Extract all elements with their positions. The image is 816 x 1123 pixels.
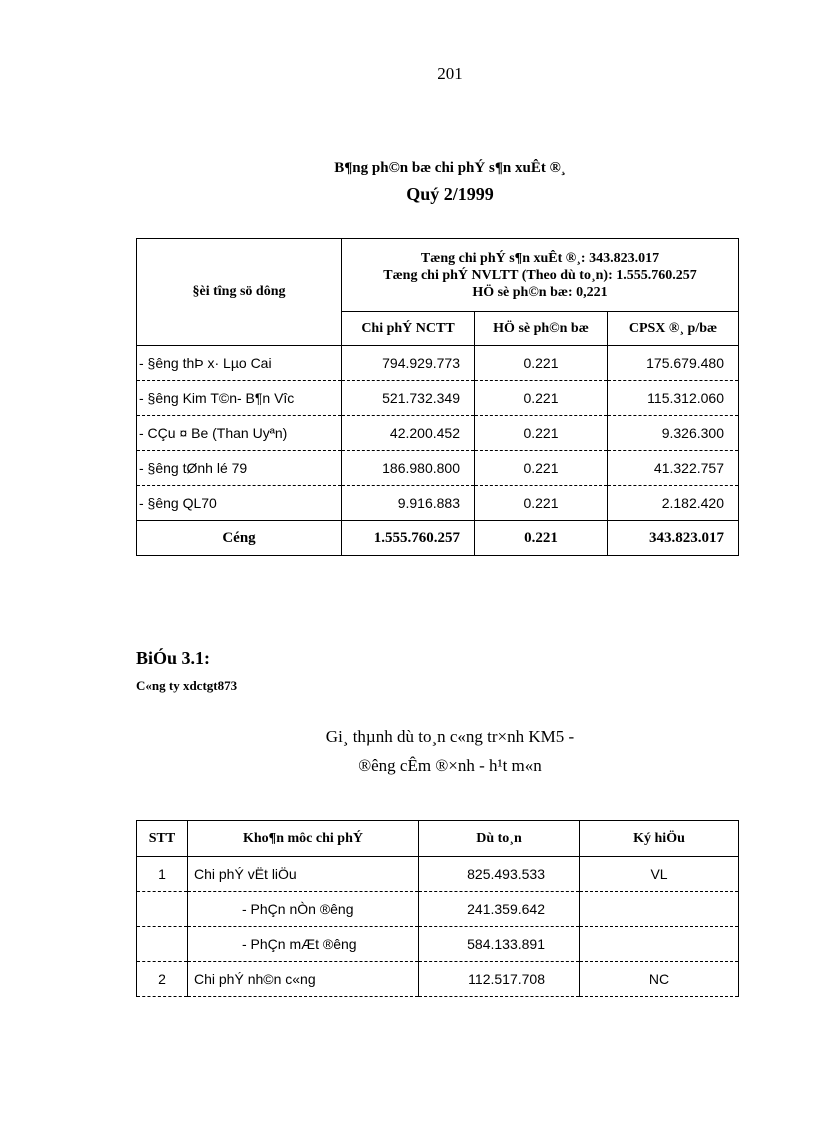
row-cpsx: 175.679.480 [608, 346, 739, 381]
row-code [580, 892, 739, 927]
row-code: NC [580, 962, 739, 997]
row-coef: 0.221 [475, 346, 608, 381]
row-code [580, 927, 739, 962]
cost-allocation-table [136, 238, 739, 556]
row-stt [137, 927, 188, 962]
header-summary [342, 239, 739, 312]
table-row [137, 416, 739, 451]
total-label: Céng [137, 521, 342, 556]
table-row [137, 486, 739, 521]
row-cpsx: 41.322.757 [608, 451, 739, 486]
company-name: C«ng ty xdctgt873 [136, 678, 238, 693]
row-code: VL [580, 857, 739, 892]
table-row [137, 892, 739, 927]
total-cpsx: 343.823.017 [608, 521, 739, 556]
row-name: - §êng tØnh lé 79 [137, 451, 342, 486]
row-coef: 0.221 [475, 486, 608, 521]
header-cpsx: CPSX ®¸ p/bæ [608, 312, 739, 346]
exhibit-heading: BiÓu 3.1: [136, 648, 211, 668]
header-user-object: §èi tîng sö dông [137, 239, 342, 346]
header-stt: STT [137, 821, 188, 857]
row-stt: 2 [137, 962, 188, 997]
row-cpsx: 115.312.060 [608, 381, 739, 416]
page-number: 201 [437, 64, 463, 83]
row-item: Chi phÝ nh©n c«ng [188, 962, 419, 997]
row-item: - PhÇn mÆt ®êng [188, 927, 419, 962]
header-coef: HÖ sè ph©n bæ [475, 312, 608, 346]
row-coef: 0.221 [475, 451, 608, 486]
row-nctt: 794.929.773 [342, 346, 475, 381]
header-code: Ký hiÖu [580, 821, 739, 857]
row-nctt: 521.732.349 [342, 381, 475, 416]
header-item: Kho¶n môc chi phÝ [188, 821, 419, 857]
row-value: 241.359.642 [419, 892, 580, 927]
table-row [137, 857, 739, 892]
row-nctt: 42.200.452 [342, 416, 475, 451]
row-value: 584.133.891 [419, 927, 580, 962]
row-item: - PhÇn nÒn ®êng [188, 892, 419, 927]
row-cpsx: 9.326.300 [608, 416, 739, 451]
header-allocation-coef: HÖ sè ph©n bæ: 0,221 [472, 284, 608, 300]
row-stt: 1 [137, 857, 188, 892]
header-total-cost: Tæng chi phÝ s¶n xuÊt ®¸: 343.823.017 [420, 250, 660, 266]
row-nctt: 9.916.883 [342, 486, 475, 521]
table-row [137, 381, 739, 416]
row-coef: 0.221 [475, 416, 608, 451]
header-estimate: Dù to¸n [419, 821, 580, 857]
row-name: - §êng thÞ x· Lµo Cai [137, 346, 342, 381]
total-coef: 0.221 [475, 521, 608, 556]
table-row [137, 927, 739, 962]
row-value: 825.493.533 [419, 857, 580, 892]
row-name: - CÇu ¤ Be (Than Uyªn) [137, 416, 342, 451]
total-row [137, 521, 739, 556]
header-total-nvltt: Tæng chi phÝ NVLTT (Theo dù to¸n): 1.555.760.257 [383, 267, 697, 283]
allocation-table-period: Quý 2/1999 [406, 184, 494, 204]
row-cpsx: 2.182.420 [608, 486, 739, 521]
table-row [137, 451, 739, 486]
row-value: 112.517.708 [419, 962, 580, 997]
row-nctt: 186.980.800 [342, 451, 475, 486]
row-item: Chi phÝ vËt liÖu [188, 857, 419, 892]
total-nctt: 1.555.760.257 [342, 521, 475, 556]
row-name: - §êng QL70 [137, 486, 342, 521]
row-stt [137, 892, 188, 927]
row-coef: 0.221 [475, 381, 608, 416]
header-nctt: Chi phÝ NCTT [342, 312, 475, 346]
estimate-cost-table [136, 820, 739, 997]
row-name: - §êng Kim T©n- B¶n Vîc [137, 381, 342, 416]
estimate-title-line2: ®êng cÊm ®×nh - h¹t m«n [358, 756, 542, 775]
table-row [137, 962, 739, 997]
allocation-table-title: B¶ng ph©n bæ chi phÝ s¶n xuÊt ®¸ [334, 160, 566, 176]
table-row [137, 346, 739, 381]
estimate-title-line1: Gi¸ thµnh dù to¸n c«ng tr×nh KM5 - [325, 727, 575, 746]
